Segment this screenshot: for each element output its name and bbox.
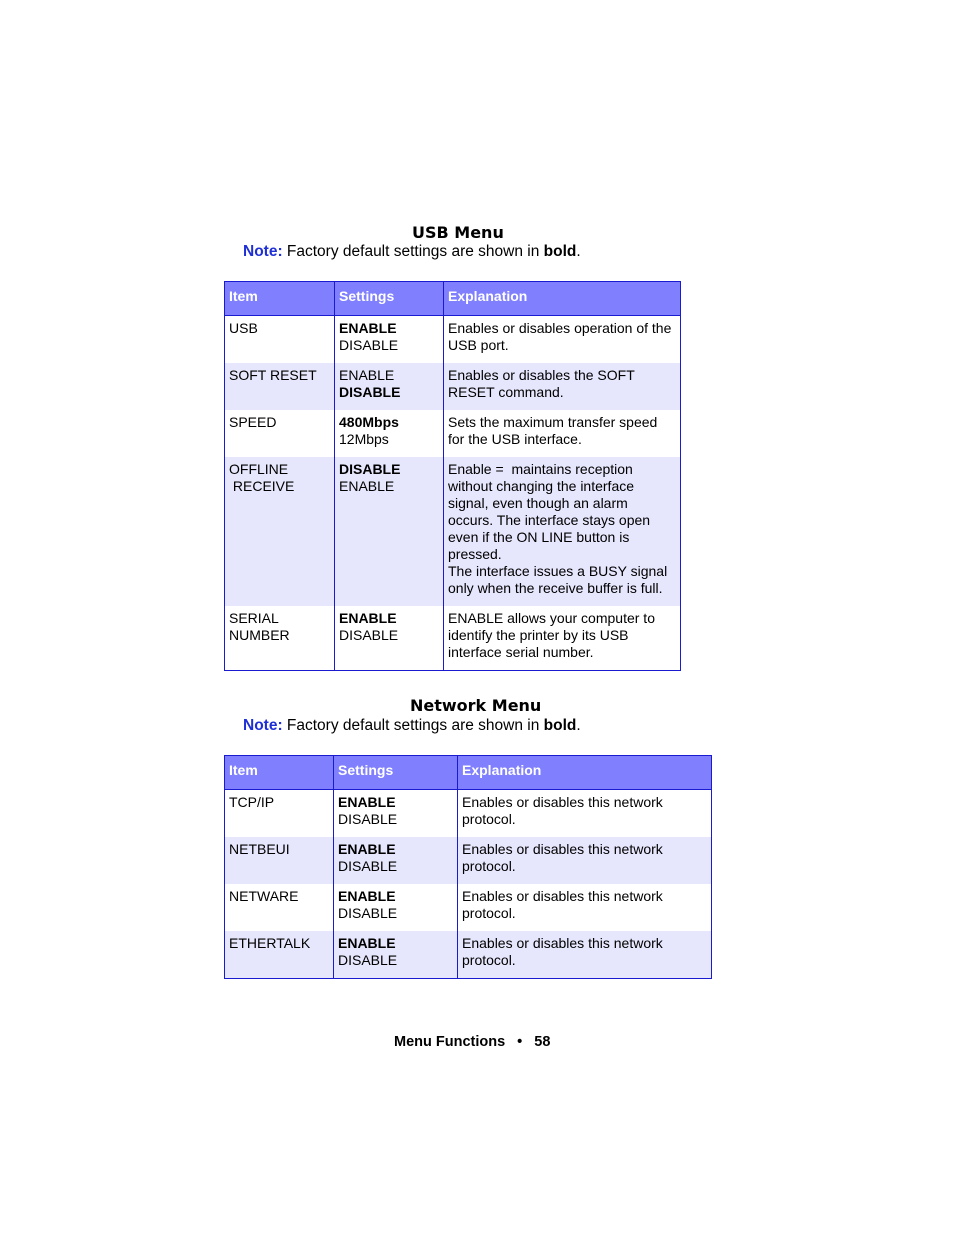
table-row: [225, 884, 712, 931]
setting-option: DISABLE: [338, 905, 398, 921]
explanation-cell: [444, 457, 681, 606]
item-name: ETHERTALK: [229, 935, 311, 951]
explanation-cell: [458, 837, 712, 884]
explanation-line: USB port.: [448, 337, 509, 353]
explanation-line: interface serial number.: [448, 644, 594, 660]
item-cell: [225, 316, 335, 364]
note-end: .: [576, 243, 581, 260]
usb-note: [243, 243, 581, 261]
explanation-cell: [444, 316, 681, 364]
item-cell: [225, 884, 334, 931]
default-setting: ENABLE: [339, 320, 397, 336]
settings-cell: [335, 457, 444, 606]
note-label: Note:: [243, 717, 283, 734]
explanation-cell: [458, 884, 712, 931]
table-row: [225, 790, 712, 838]
explanation-cell: [444, 606, 681, 671]
table-row: [225, 410, 681, 457]
settings-cell: [335, 606, 444, 671]
explanation-line: protocol.: [462, 952, 516, 968]
setting-option: 12Mbps: [339, 431, 389, 447]
explanation-line: Enables or disables this network: [462, 794, 663, 810]
setting-option: DISABLE: [338, 858, 398, 874]
table-header-row: [225, 282, 681, 316]
item-cell: [225, 931, 334, 979]
header-settings: Settings: [335, 282, 444, 316]
settings-cell: [335, 316, 444, 364]
settings-cell: [334, 837, 458, 884]
explanation-line: ENABLE allows your computer to: [448, 610, 655, 626]
header-item: Item: [225, 282, 335, 316]
explanation-line: even if the ON LINE button is: [448, 529, 630, 545]
table-row: [225, 931, 712, 979]
setting-option: ENABLE: [339, 367, 395, 383]
explanation-line: Enables or disables this network: [462, 841, 663, 857]
settings-cell: [334, 931, 458, 979]
setting-option: DISABLE: [339, 627, 399, 643]
note-text: Factory default settings are shown in: [282, 243, 544, 260]
default-setting: DISABLE: [339, 461, 401, 477]
usb-menu-title: USB Menu: [412, 223, 504, 242]
setting-option: DISABLE: [338, 811, 398, 827]
item-cell: [225, 606, 335, 671]
note-bold-word: bold: [543, 243, 577, 260]
usb-menu-table: [224, 281, 681, 671]
default-setting: ENABLE: [338, 794, 396, 810]
setting-option: DISABLE: [339, 337, 399, 353]
settings-cell: [335, 410, 444, 457]
settings-cell: [334, 884, 458, 931]
explanation-line: only when the receive buffer is full.: [448, 580, 663, 596]
note-text: Factory default settings are shown in: [282, 717, 544, 734]
explanation-line: without changing the interface: [448, 478, 635, 494]
explanation-line: for the USB interface.: [448, 431, 582, 447]
table-row: [225, 606, 681, 671]
footer-bullet: •: [517, 1034, 523, 1050]
network-menu-title: Network Menu: [410, 696, 542, 715]
network-note: [243, 717, 581, 735]
page-number: 58: [534, 1034, 551, 1050]
explanation-line: protocol.: [462, 905, 516, 921]
note-end: .: [576, 717, 581, 734]
item-name: SERIAL: [229, 610, 279, 626]
item-name: NUMBER: [229, 627, 290, 643]
item-cell: [225, 363, 335, 410]
header-explanation: Explanation: [444, 282, 681, 316]
explanation-cell: [444, 410, 681, 457]
item-cell: [225, 457, 335, 606]
explanation-line: The interface issues a BUSY signal: [448, 563, 668, 579]
setting-option: ENABLE: [339, 478, 395, 494]
note-label: Note:: [243, 243, 283, 260]
item-cell: [225, 410, 335, 457]
explanation-line: pressed.: [448, 546, 502, 562]
item-name: USB: [229, 320, 258, 336]
item-name: TCP/IP: [229, 794, 275, 810]
table-header-row: [225, 756, 712, 790]
table-row: [225, 363, 681, 410]
item-name: NETBEUI: [229, 841, 290, 857]
explanation-cell: [458, 931, 712, 979]
page-footer: [394, 1034, 550, 1050]
settings-cell: [334, 790, 458, 838]
explanation-line: identify the printer by its USB: [448, 627, 629, 643]
table-row: [225, 457, 681, 606]
default-setting: ENABLE: [339, 610, 397, 626]
default-setting: DISABLE: [339, 384, 401, 400]
explanation-line: Enables or disables this network: [462, 935, 663, 951]
default-setting: ENABLE: [338, 841, 396, 857]
item-cell: [225, 790, 334, 838]
note-bold-word: bold: [543, 717, 577, 734]
header-item: Item: [225, 756, 334, 790]
network-menu-table: [224, 755, 712, 979]
default-setting: ENABLE: [338, 888, 396, 904]
default-setting: 480Mbps: [339, 414, 399, 430]
item-name: SOFT RESET: [229, 367, 317, 383]
header-settings: Settings: [334, 756, 458, 790]
explanation-line: Enables or disables operation of the: [448, 320, 672, 336]
explanation-cell: [444, 363, 681, 410]
settings-cell: [335, 363, 444, 410]
header-explanation: Explanation: [458, 756, 712, 790]
footer-section: Menu Functions: [394, 1034, 506, 1050]
item-cell: [225, 837, 334, 884]
table-row: [225, 316, 681, 364]
explanation-line: protocol.: [462, 858, 516, 874]
explanation-line: occurs. The interface stays open: [448, 512, 651, 528]
explanation-line: Enables or disables this network: [462, 888, 663, 904]
setting-option: DISABLE: [338, 952, 398, 968]
explanation-cell: [458, 790, 712, 838]
item-name: OFFLINE: [229, 461, 289, 477]
explanation-line: Sets the maximum transfer speed: [448, 414, 658, 430]
explanation-line: signal, even though an alarm: [448, 495, 628, 511]
explanation-line: Enable = maintains reception: [448, 461, 633, 477]
explanation-line: protocol.: [462, 811, 516, 827]
item-name: NETWARE: [229, 888, 299, 904]
item-name: SPEED: [229, 414, 277, 430]
explanation-line: RESET command.: [448, 384, 564, 400]
item-name: RECEIVE: [229, 478, 295, 494]
table-row: [225, 837, 712, 884]
default-setting: ENABLE: [338, 935, 396, 951]
explanation-line: Enables or disables the SOFT: [448, 367, 635, 383]
